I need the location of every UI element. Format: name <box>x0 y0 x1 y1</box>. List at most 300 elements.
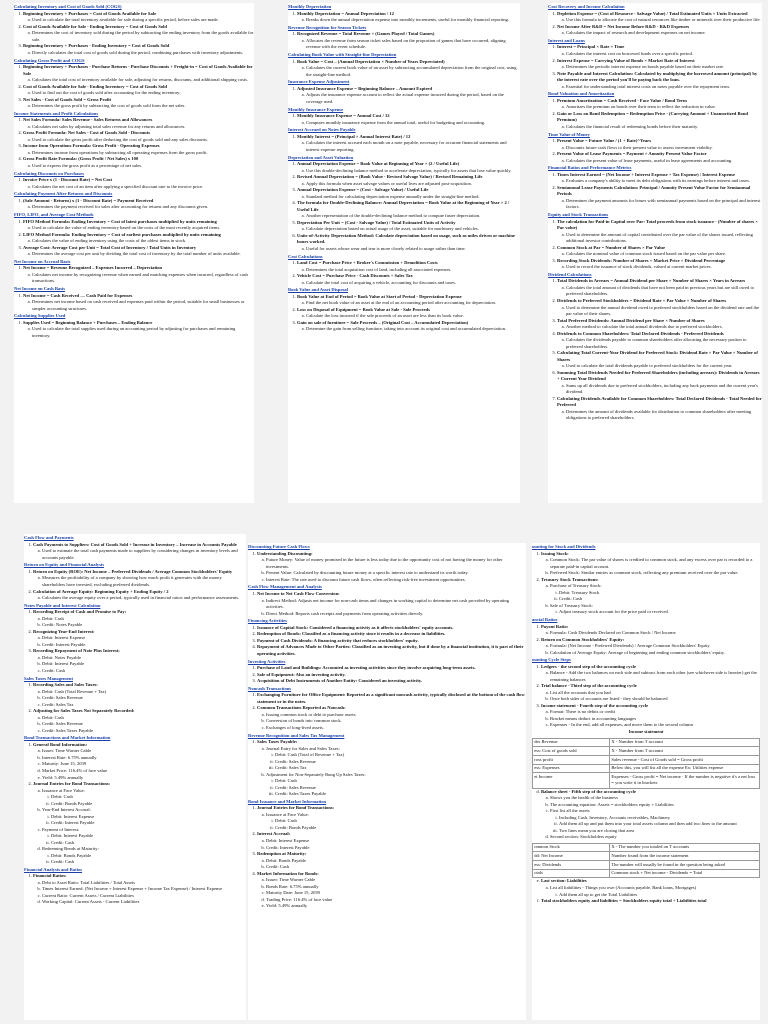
list-item-text: Determines the total acquisition cost of land, including all associated expenses. <box>306 266 452 272</box>
numbered-list <box>14 293 254 313</box>
sub-list <box>42 853 246 866</box>
list-item <box>557 331 762 351</box>
formula-section <box>532 544 760 616</box>
list-item-text: Once both sides of accounts are listed - they should be balanced <box>550 696 668 702</box>
sub-list <box>297 246 520 253</box>
list-item-text: Last section: Liabilities <box>541 878 587 884</box>
list-item <box>297 31 520 51</box>
list-item-text: Loss on Disposal of Equipment = Book Value at Sale - Sale Proceeds <box>297 306 430 312</box>
list-item-text: Supplies Used = Beginning Balance + Purchases – Ending Balance <box>23 319 153 325</box>
sub-list <box>33 788 246 866</box>
table-value-cell: Number found from the income statement <box>610 852 760 861</box>
list-item <box>23 177 254 190</box>
list-item <box>297 320 520 333</box>
sub-list <box>541 670 760 683</box>
list-item <box>32 272 254 285</box>
list-item <box>297 307 520 320</box>
numbered-list <box>248 805 526 909</box>
sub-list <box>23 326 254 339</box>
list-item-text: Format: There is no debits or credit <box>550 709 615 715</box>
table-label-cell: des Revenue <box>533 738 610 747</box>
formula-section <box>288 127 520 153</box>
numbered-list <box>548 44 762 90</box>
list-item-text: Redemption at Maturity: <box>257 851 307 857</box>
list-item-text: Formula: Cash Dividends Declared on Common Stock / Net Income <box>550 630 676 636</box>
list-item-text: Recognized Revenue = Total Revenue × (Games Played / Total Games) <box>297 31 435 37</box>
list-item-text: Monthly Insurance Expense = Annual Cost / 12 <box>297 113 390 119</box>
numbered-list <box>532 664 760 729</box>
list-item-text: Debit: Interest Payable <box>42 661 85 667</box>
list-item <box>42 807 246 827</box>
table-row <box>533 773 760 788</box>
sub-list <box>557 264 762 271</box>
list-item <box>266 577 526 584</box>
list-item-text: Calculates the impact of research and development expenses on net income. <box>566 30 706 36</box>
table-value-cell: Below this, you will list all the expense Ex: Utilities expense <box>610 764 760 773</box>
list-item <box>33 648 246 674</box>
formula-section <box>248 686 526 732</box>
numbered-list <box>24 609 246 674</box>
list-item-text: Conversion of bonds into common stock. <box>266 718 342 724</box>
list-item <box>257 591 526 617</box>
list-item <box>541 789 760 841</box>
list-item-text: Monthly Interest = (Principal × Annual Interest Rate) / 12 <box>297 133 411 139</box>
numbered-list <box>288 134 520 154</box>
list-item-text: Interest Rate: 6.75% annually <box>42 754 97 760</box>
list-item-text: Used to calculate the gross profit after deducting the cost of goods sold and any sales discounts. <box>32 136 208 142</box>
numbered-list <box>288 86 520 106</box>
list-item-text: FIFO Method Formula: Ending Inventory = Cost of latest purchases multiplied by units remaining <box>23 218 217 224</box>
numbered-list <box>24 873 246 906</box>
list-item <box>557 185 762 211</box>
list-item-text: Determines the amount of dividends available for distribution to common shareholders after meeting obligations to preferred shareholders. <box>566 408 752 421</box>
list-item <box>23 198 254 211</box>
sub-list <box>33 880 246 906</box>
section-heading: ancial Ratios <box>532 617 558 623</box>
list-item-text: Determines income from operations by subtracting all operating expenses from the gross profit. <box>32 149 208 155</box>
numbered-list <box>288 260 520 286</box>
table-row <box>533 764 760 773</box>
list-item <box>266 903 526 910</box>
list-item <box>23 11 254 24</box>
section-heading: Calculating Payment After Returns and Discounts <box>14 191 113 197</box>
list-item-text: Direct Method: Reports cash receipts and payments from operating activities directly. <box>266 610 424 616</box>
list-item <box>541 703 760 729</box>
numbered-list <box>14 198 254 211</box>
section-heading: ounting for Stock and Dividends <box>532 544 596 550</box>
list-item-text: Journal Entries for Bond Transactions: <box>33 781 111 787</box>
list-item <box>557 350 762 370</box>
list-item <box>297 260 520 273</box>
numbered-list <box>288 59 520 79</box>
page-top-middle-column <box>288 3 520 503</box>
list-item-text: Calculates the total cost of inventory available for sale, adjusting for returns, discounts, and additional shipping costs. <box>32 77 249 83</box>
list-item <box>557 278 762 298</box>
sub-list <box>33 689 246 709</box>
table-value-cell: X - Number from T account <box>610 747 760 756</box>
sub-list <box>33 748 246 781</box>
list-item-text: Calculates the interest accrued each month on a note payable, necessary for accurate financial statements and interest expense reporting. <box>306 140 507 152</box>
list-item <box>297 11 520 24</box>
list-item-text: Debit: Cash <box>42 615 64 621</box>
list-item-text: Common Stock at Par = Number of Shares × Par Value <box>557 244 666 250</box>
section-heading: Financial Ratios and Performance Metrics <box>548 165 632 171</box>
list-item-text: Used to record the issuance of stock dividends, valued at current market prices. <box>566 264 712 270</box>
list-item <box>23 97 254 110</box>
sub-list <box>297 38 520 51</box>
list-item <box>42 788 246 808</box>
list-item-text: Credit: Interest Payable <box>266 844 310 850</box>
numbered-list <box>532 624 760 657</box>
list-item-text: Income from Operations Formula: Gross Profit - Operating Expenses <box>23 143 160 149</box>
sub-list <box>23 103 254 110</box>
formula-section <box>14 313 254 339</box>
list-item-text: Gain on sale of furniture = Sale Proceeds – (Original Cost – Accumulated Depreciation) <box>297 319 469 325</box>
list-item-text: Net Income = Revenue Recognized – Expenses Incurred – Depreciation <box>23 265 163 271</box>
formula-section <box>548 132 762 165</box>
list-item-text: Bracket means deduct in accounting languages <box>550 715 637 721</box>
list-item <box>566 285 762 298</box>
list-item <box>23 156 254 169</box>
list-item-text: Determines the periodic interest expense on bonds payable based on their market rate. <box>566 64 725 70</box>
list-item <box>266 611 526 618</box>
list-item-text: Sale of Treasury Stock: <box>550 602 594 608</box>
list-item-text: Current Ratio: Current Assets / Current Liabilities <box>42 892 134 898</box>
list-item-text: Depreciation Per Unit = (Cost - Salvage Value) / Total Estimated Units of Activity <box>297 219 456 225</box>
list-item <box>557 11 762 24</box>
numbered-list <box>24 569 246 602</box>
table-row <box>533 747 760 756</box>
numbered-list <box>14 117 254 169</box>
numbered-list <box>548 11 762 37</box>
formula-section <box>24 603 246 675</box>
list-item-text: Issuer: Time Warner Cable <box>266 877 316 883</box>
list-item-text: Sums up all dividends due to preferred stockholders, including any back payments and the current year's dividend. <box>566 382 758 395</box>
list-item-text: Calculate depreciation based on actual usage of the asset, suitable for machinery and vehicles. <box>306 226 479 232</box>
list-item-text: Credit: Sales Tax <box>275 765 307 771</box>
formula-section <box>548 165 762 211</box>
section-heading: Book Value and Asset Disposal <box>288 287 348 293</box>
list-item-text: Total Dividends in Arrears = Annual Dividend per Share × Number of Shares × Years in Arrears <box>557 278 746 284</box>
numbered-list <box>248 625 526 658</box>
sub-list <box>297 326 520 333</box>
section-heading: Calculating Inventory and Cost of Goods Sold (COGS) <box>14 4 122 10</box>
page-top-left-column <box>14 3 254 503</box>
list-item <box>550 670 760 683</box>
section-heading: FIFO, LIFO, and Average Cost Methods <box>14 212 94 218</box>
numbered-list <box>14 64 254 110</box>
list-item-text: List all the accounts that you had <box>550 689 611 695</box>
list-item <box>566 409 762 422</box>
list-item-text: Vehicle Cost = Purchase Price - Cash Discounts + Sales Tax <box>297 273 413 279</box>
list-item-text: Calculate the total cost of acquiring a vehicle, accounting for discounts and taxes. <box>306 279 457 285</box>
list-item-text: Issuing Stock: <box>541 550 569 556</box>
sub-list <box>257 746 526 798</box>
table-value-cell: Common stock + Net income - Dividends = Total <box>610 869 760 878</box>
list-item-text: Debit: Cash <box>42 714 64 720</box>
list-item <box>297 86 520 106</box>
list-item-text: Cost of Goods Available for Sale - Ending Inventory = Cost of Goods Sold <box>23 23 167 29</box>
numbered-list <box>14 265 254 285</box>
sub-list <box>557 84 762 91</box>
list-item <box>297 200 520 220</box>
list-item-text: Directly calculates the total cost of goods sold during the period, combining purchases with inventory adjustments. <box>32 49 244 55</box>
section-heading: Interest Accrued on Notes Payable <box>288 127 356 133</box>
list-item-text: Expenses - In the end, add all expenses, and move them to the second column <box>550 722 693 728</box>
list-item-text: Used to find out the cost of goods sold after accounting for the ending inventory. <box>32 90 181 96</box>
list-item <box>550 603 760 616</box>
list-item-text: Used to calculate the value of ending inventory based on the costs of the most recently acquired items. <box>32 225 221 231</box>
formula-section <box>14 212 254 258</box>
list-item-text: Adjusts the insurance expense account to reflect the actual expense incurred during the period, based on the coverage used. <box>306 92 504 104</box>
list-item-text: Adjusted Insurance Expense = Beginning Balance – Amount Expired <box>297 85 433 91</box>
list-item <box>297 174 520 187</box>
list-item <box>266 598 526 611</box>
list-item-text: Cash Payments to Suppliers: Cost of Goods Sold + Increase in Inventory – Increase in Accounts Payable <box>33 541 237 547</box>
list-item-text: Times Interest Earned: (Net Income + Interest Expense + Income Tax Expense) / Interest Expense <box>42 886 223 892</box>
list-item-text: Calculates net sales by adjusting total sales revenue for any returns and allowances. <box>32 123 186 129</box>
sub-list <box>541 795 760 841</box>
list-item-text: Apply this formula when asset salvage values or useful lives are adjusted post-acquisition. <box>306 180 472 186</box>
list-item-text: Land Cost = Purchase Price + Broker's Commission + Demolition Costs <box>297 260 438 266</box>
list-item-text: Net Income = Cash Received — Cash Paid for Expenses <box>23 292 133 298</box>
formula-section <box>14 4 254 56</box>
list-item-text: Credit: Sales Revenue <box>275 758 316 764</box>
formula-section <box>548 91 762 130</box>
section-heading: Cost Calculations <box>288 253 323 259</box>
list-item <box>42 899 246 906</box>
list-item <box>51 859 246 866</box>
formula-section <box>288 52 520 78</box>
list-item-text: Debit: Cash <box>275 778 297 784</box>
table-row <box>533 843 760 852</box>
list-item-text: Determine the gain from selling furniture, taking into account its original cost and accumulated depreciation. <box>306 326 507 332</box>
list-item-text: Dividends to Preferred Stockholders = Dividend Rate × Par Value × Number of Shares <box>557 298 727 303</box>
table-value-cell: The number will usually be found in the question being asked <box>610 861 760 870</box>
list-item <box>541 898 760 905</box>
list-item <box>257 551 526 584</box>
numbered-list <box>288 294 520 333</box>
list-item <box>297 161 520 174</box>
list-item-text: Future Money: Value of money promised in the future is less today due to the opportunity cost of not having the money for other investments. <box>266 557 503 569</box>
table-label-cell: ess: Expenses <box>533 764 610 773</box>
numbered-list <box>288 11 520 24</box>
numbered-list <box>548 138 762 164</box>
sub-list <box>33 595 246 602</box>
list-item-text: Debit: Cash <box>51 794 73 800</box>
section-heading: Noncash Transactions <box>248 685 292 691</box>
list-item <box>33 742 246 781</box>
list-item-text: Calculates the dividends payable to common shareholders after allocating the necessary portion to preferred shareholders. <box>566 337 747 349</box>
list-item-text: Debit: Cash <box>275 818 297 824</box>
list-item-text: Calculates the present value of lease payments, useful in lease agreements and accounting. <box>566 157 733 163</box>
numbered-list <box>248 692 526 731</box>
formula-section <box>24 735 246 865</box>
list-item <box>42 595 246 602</box>
list-item-text: Issuer: Time Warner Cable <box>42 748 92 754</box>
list-item <box>23 232 254 245</box>
list-item <box>566 158 762 165</box>
sub-list <box>557 30 762 37</box>
list-item-text: Credit: Interest Payable <box>51 820 95 826</box>
numbered-list <box>24 682 246 734</box>
list-item-text: Credit: Sales Revenue <box>275 784 316 790</box>
list-item-text: Standard method for calculating depreciation expense annually under the straight-line method. <box>306 193 480 199</box>
list-item <box>33 629 246 649</box>
list-item-text: Premium Amortization = Cash Received - Face Value / Bond Term <box>557 97 687 103</box>
list-item-text: Used to express the gross profit as a percentage of net sales. <box>32 162 143 168</box>
list-item-text: Present Value = Future Value / (1 + Rate)^Years <box>557 138 651 144</box>
list-item-text: The accounting equation: Assets = stockholders equity + Liabilities <box>550 801 674 807</box>
list-item-text: General Bond Information: <box>33 741 88 747</box>
sub-list <box>266 818 526 831</box>
list-item-text: Second section: Stockholders equity <box>550 834 617 840</box>
list-item <box>23 265 254 285</box>
list-item-text: Adjust treasury stock account for the price paid or received. <box>559 609 669 615</box>
sub-list <box>42 814 246 827</box>
list-item <box>257 678 526 685</box>
list-item-text: The formula for Double-Declining Balance: Annual Depreciation = Book Value at the Beginning of Year × 2 / Useful Life <box>297 200 510 212</box>
section-heading: Insurance Expense Adjustment <box>288 79 350 85</box>
list-item-text: Evaluates a company's ability to meet its debt obligations with its earnings before interest and taxes. <box>566 178 751 184</box>
list-item-text: Used to determine the amount of capital contributed over the par value of the shares issued, reflecting additional investor contributions. <box>566 231 753 244</box>
list-item-text: Recording Sales and Sales Taxes: <box>33 682 98 688</box>
list-item-text: Interest Accrual: <box>257 831 291 837</box>
list-item <box>33 781 246 866</box>
list-item-text: Debit: Notes Payable <box>42 654 82 660</box>
formula-section <box>248 544 526 583</box>
list-item-text: Beginning Inventory + Purchases - Purchase Returns - Purchase Discounts + Freight-in = Cost of Goods Available for Sale <box>23 64 253 76</box>
list-item-text: Working Capital: Current Assets - Current Liabilities <box>42 899 140 905</box>
list-item-text: Credit: Cash <box>42 667 66 673</box>
list-item-text: Adjusting for Sales Taxes Not Separately Recorded: <box>33 708 135 714</box>
table-row <box>533 755 760 764</box>
table-row <box>533 852 760 861</box>
section-heading: Dividend Calculations <box>548 271 592 277</box>
list-item-text: Computes monthly insurance expense from the annual total, useful for budgeting and accounting. <box>306 119 486 125</box>
list-item-text: Determines the cost of inventory sold during the period by subtracting the ending inventory from the goods available for sale. <box>32 30 254 42</box>
formula-section <box>288 25 520 51</box>
page-top-right-column <box>548 3 762 503</box>
formula-section <box>14 191 254 211</box>
sub-list <box>557 337 762 350</box>
list-item-text: Calculates the interest cost on borrowed funds over a specific period. <box>566 50 693 56</box>
list-item-text: Present Value of Lease Payments = Payment × Annuity Present Value Factor <box>557 151 707 157</box>
sub-list <box>33 715 246 735</box>
formula-section <box>548 272 762 422</box>
sub-list <box>297 120 520 127</box>
list-item <box>32 184 254 191</box>
list-item <box>541 577 760 616</box>
list-item-text: Average Cost: Average Cost per Unit = Total Cost of Inventory / Total Units in Inventory <box>23 244 197 250</box>
list-item-text: Yield: 5.49% annually <box>42 774 84 780</box>
list-item-text: Credit: Sales Revenue <box>42 695 83 701</box>
list-item <box>297 273 520 286</box>
list-item <box>557 370 762 396</box>
list-item-text: Maturity: June 15, 2039 <box>42 761 87 767</box>
list-item-text: Debit: Interest Expense <box>266 838 310 843</box>
list-item-text: Preferred Stock: Similar entries as common stock, reflecting any premium received over the par value. <box>550 570 739 576</box>
formula-section <box>288 287 520 333</box>
list-item-text: Payout Ratio: <box>541 623 569 629</box>
table-label-cell: ross profit <box>533 755 610 764</box>
list-item <box>32 299 254 312</box>
list-item <box>566 232 762 245</box>
table-value-cell: X - Number from T account <box>610 738 760 747</box>
section-heading: Time Value of Money <box>548 131 590 137</box>
list-item <box>557 396 762 422</box>
list-item-text: Present Value: Calculated by discounting future money at a specific interest rate to understand its worth today. <box>266 570 469 576</box>
list-item <box>42 575 246 588</box>
list-item <box>566 84 762 91</box>
list-item <box>33 873 246 906</box>
formula-section <box>24 867 246 906</box>
formula-section <box>14 111 254 170</box>
list-item-text: Beginning Inventory + Purchases = Cost of Goods Available for Sale <box>23 10 157 16</box>
sub-list <box>33 616 246 629</box>
list-item-text: Issuing common stock or debt to purchase assets. <box>266 711 357 717</box>
sub-list <box>557 383 762 396</box>
list-item <box>23 24 254 44</box>
formula-section <box>288 79 520 105</box>
list-item-text: Debit: Cash (Total Revenue + Tax) <box>42 688 107 694</box>
numbered-list <box>288 161 520 252</box>
list-item-text: Debit: Bonds Payable <box>266 857 307 863</box>
list-item <box>541 878 760 898</box>
list-item-text: Two lines mean you are closing that area <box>559 827 635 833</box>
section-heading: Revenue Recognition for Season Tickets <box>288 24 367 30</box>
list-item <box>566 383 762 396</box>
list-item-text: Year-End Interest Accrual: <box>42 807 91 813</box>
sub-list <box>541 690 760 703</box>
list-item-text: Debit: Treasury Stock <box>559 589 600 595</box>
list-item <box>33 609 246 629</box>
list-item-text: Summing Total Dividends Needed for Preferred Shareholders (including arrears): Dividends in Arrears + Current Year Dividend <box>557 369 760 382</box>
table-row <box>533 738 760 747</box>
table-row <box>533 861 760 870</box>
list-item-text: Sale of Equipment: Also an investing activity. <box>257 671 346 677</box>
list-item-text: Debit: Interest Expense <box>51 813 95 819</box>
list-item-text: Adjustment for Non-Separately Rung Up Sales Taxes: <box>266 771 366 777</box>
list-item <box>32 251 254 258</box>
section-heading: Cash Flow Management and Analysis <box>248 584 322 590</box>
list-item-text: Indirect Method: Adjusts net income for non-cash items and changes in working capital to determine net cash provided by operating activities. <box>266 597 510 610</box>
list-item-text: Issuance at Face Value: <box>42 787 85 793</box>
list-item <box>257 644 526 657</box>
section-heading: Depreciation and Asset Valuation <box>288 154 354 160</box>
formula-section <box>248 799 526 910</box>
list-item-text: Bonds Rate: 6.75% annually <box>266 883 319 889</box>
list-item-text: Book Value at End of Period = Book Value at Start of Period - Depreciation Expense <box>297 293 462 299</box>
page-bottom-middle-column <box>248 543 526 1020</box>
list-item <box>557 58 762 71</box>
formula-section <box>532 657 760 729</box>
list-item <box>550 583 760 603</box>
list-item-text: Calculating Dividends Available for Common Shareholders: Total Declared Dividends - Total Needed for Preferred <box>557 395 762 408</box>
list-item-text: Useful for assets whose wear and tear is more closely related to usage rather than time. <box>306 245 466 251</box>
list-item <box>557 258 762 271</box>
list-item <box>541 624 760 637</box>
sub-list <box>33 655 246 675</box>
list-item <box>566 124 762 131</box>
list-item-text: Shows you the health of the business <box>550 795 618 801</box>
section-heading: Calculating Gross Profit and COGS <box>14 57 85 63</box>
list-item-text: Credit: Sales Tax <box>42 701 74 707</box>
list-item-text: Financial Ratios: <box>33 873 67 879</box>
sub-list <box>23 251 254 258</box>
list-item <box>566 30 762 37</box>
list-item <box>557 219 762 245</box>
